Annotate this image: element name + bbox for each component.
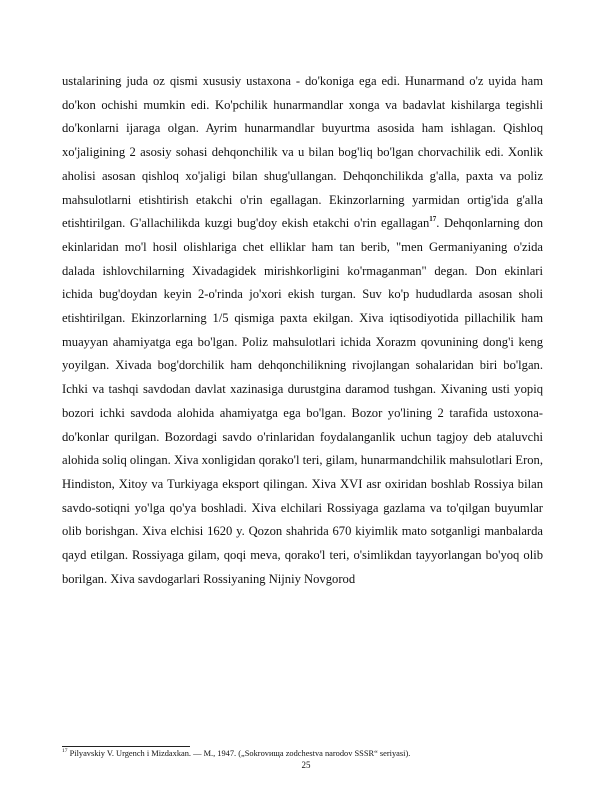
body-paragraph <box>62 70 543 591</box>
footnote-text: Pilyavskiy V. Urgench i Mizdaxkan. — M., 1947. („Sokrovища zodchestva narodov SSSR“ seriyasi). <box>67 749 411 758</box>
footnote <box>62 749 543 759</box>
page-number: 25 <box>301 760 311 770</box>
body-text-part-1: ustalarining juda oz qismi xususiy ustaxona - do'koniga ega edi. Hunarmand o'z uyida ham do'kon ochishi mumkin edi. Ko'pchilik hunarmandlar xonga va badavlat kishilarga tegishli do'konlarni ijaraga olgan. Ayrim hunarmandlar buyurtma asosida ham ishlagan. Qishloq xo'jaligining 2 asosiy sohasi dehqonchilik va u bilan bog'liq bo'lgan chorvachilik edi. Xonlik aholisi asosan qishloq xo'jaligi bilan shug'ullangan. Dehqonchilikda g'alla, paxta va poliz mahsulotlarni etishtirish etakchi o'rin egallagan. Ekinzorlarning yarmidan ortig'ida g'alla etishtirilgan. G'allachilikda kuzgi bug'doy ekish etakchi o'rin egallagan <box>62 74 543 231</box>
footnote-reference[interactable]: 17 <box>429 215 437 224</box>
body-text-part-2: . Dehqonlarning don ekinlaridan mo'l hosil olishlariga chet elliklar ham tan berib, "men Germaniyaning o'zida dalada ishlovchilarning Xivadagidek mirishkorligini ko'rmaganman" degan. Don ekinlari ichida bug'doydan keyin 2-o'rinda jo'xori ekish turgan. Suv ko'p hududlarda asosan sholi etishtirilgan. Ekinzorlarning 1/5 qismiga paxta ekilgan. Xiva iqtisodiyotida pillachilik ham muayyan ahamiyatga ega bo'lgan. Poliz mahsulotlari ichida Xorazm qovunining dong'i keng yoyilgan. Xivada bog'dorchilik ham dehqonchilikning rivojlangan sohalaridan biri bo'lgan. Ichki va tashqi savdodan davlat xazinasiga durustgina daramod tushgan. Xivaning usti yopiq bozori ichki savdoda alohida ahamiyatga ega bo'lgan. Bozor yo'lining 2 tarafida ustoxona-do'konlar qurilgan. Bozordagi savdo o'rinlaridan foydalanganlik uchun tagjoy deb ataluvchi alohida soliq olingan. Xiva xonligidan qorako'l teri, gilam, hunarmandchilik mahsulotlari Eron, Hindiston, Xitoy va Turkiyaga eksport qilingan. Xiva XVI asr oxiridan boshlab Rossiya bilan savdo-sotiqni yo'lga qo'ya boshladi. Xiva elchilari Rossiyaga gazlama va to'qilgan buyumlar olib borishgan. Xiva elchisi 1620 y. Qozon shahrida 670 kiyimlik mato sotganligi manbalarda qayd etilgan. Rossiyaga gilam, qoqi meva, qorako'l teri, o'simlikdan tayyorlangan bo'yoq olib borilgan. Xiva savdogarlari Rossiyaning Nijniy Novgorod <box>62 216 543 586</box>
page-content <box>62 70 543 591</box>
footnote-divider <box>62 746 190 747</box>
footnote-number: 17 <box>62 748 68 755</box>
